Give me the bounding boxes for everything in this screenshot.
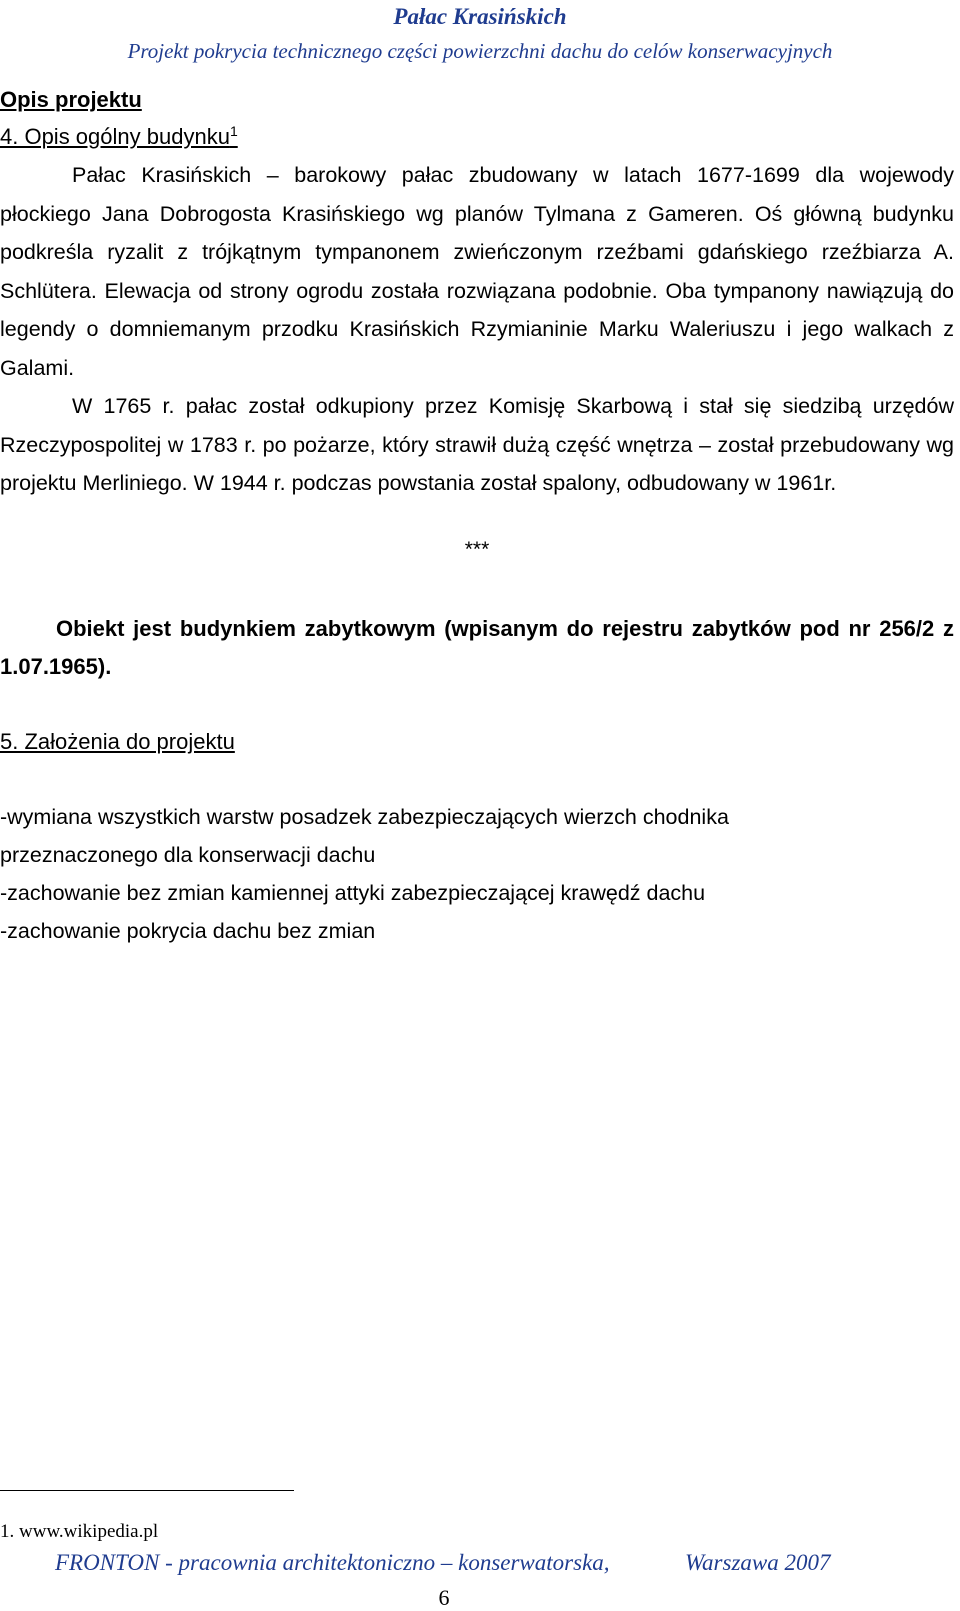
footnote-divider — [0, 1490, 294, 1491]
section-4-body — [0, 156, 954, 503]
assumption-item: przeznaczonego dla konserwacji dachu — [0, 843, 376, 867]
paragraph-history: Pałac Krasińskich – barokowy pałac zbudowany w latach 1677-1699 dla wojewody płockiego Jana Dobrogosta Krasińskiego wg planów Tylmana z Gameren. Oś główną budynku podkreśla ryzalit z trójkątnym tympanonem zwieńczonym rzeźbami gdańskiego rzeźbiarza A. Schlütera. Elewacja od strony ogrodu została rozwiązana podobnie. Oba tympanony nawiązują do legendy o domniemanym przodku Krasińskich Rzymianinie Marku Waleriuszu i jego walkach z Galami. — [0, 163, 954, 380]
footnote-ref[interactable]: 1 — [229, 123, 238, 139]
assumption-item: -zachowanie pokrycia dachu bez zmian — [0, 919, 376, 943]
footnote-text: 1. www.wikipedia.pl — [0, 1521, 159, 1542]
assumption-item: -zachowanie bez zmian kamiennej attyki zabezpieczającej krawędź dachu — [0, 881, 706, 905]
section-4-title: 4. Opis ogólny budynku — [0, 124, 230, 149]
assumption-item: -wymiana wszystkich warstw posadzek zabezpieczających wierzch chodnika — [0, 805, 729, 829]
section-5-heading: 5. Założenia do projektu — [0, 729, 235, 754]
footer-place-year: Warszawa 2007 — [685, 1550, 831, 1575]
section-heading-opis-projektu: Opis projektu — [0, 87, 142, 112]
footer-studio: FRONTON - pracownia architektoniczno – konserwatorska, — [55, 1550, 610, 1575]
paragraph-later-history: W 1765 r. pałac został odkupiony przez Komisję Skarbową i stał się siedzibą urzędów Rzeczypospolitej w 1783 r. po pożarze, który strawił dużą część wnętrza – został przebudowany wg projektu Merliniego. W 1944 r. podczas powstania został spalony, odbudowany w 1961r. — [0, 394, 954, 495]
header-title: Pałac Krasińskich — [393, 4, 567, 29]
section-4-heading — [0, 122, 238, 152]
monument-registry-statement: Obiekt jest budynkiem zabytkowym (wpisanym do rejestru zabytków pod nr 256/2 z 1.07.1965). — [0, 616, 954, 679]
separator-stars: *** — [464, 538, 490, 561]
header-subtitle: Projekt pokrycia technicznego części powierzchni dachu do celów konserwacyjnych — [127, 39, 833, 63]
page-number: 6 — [438, 1585, 450, 1610]
